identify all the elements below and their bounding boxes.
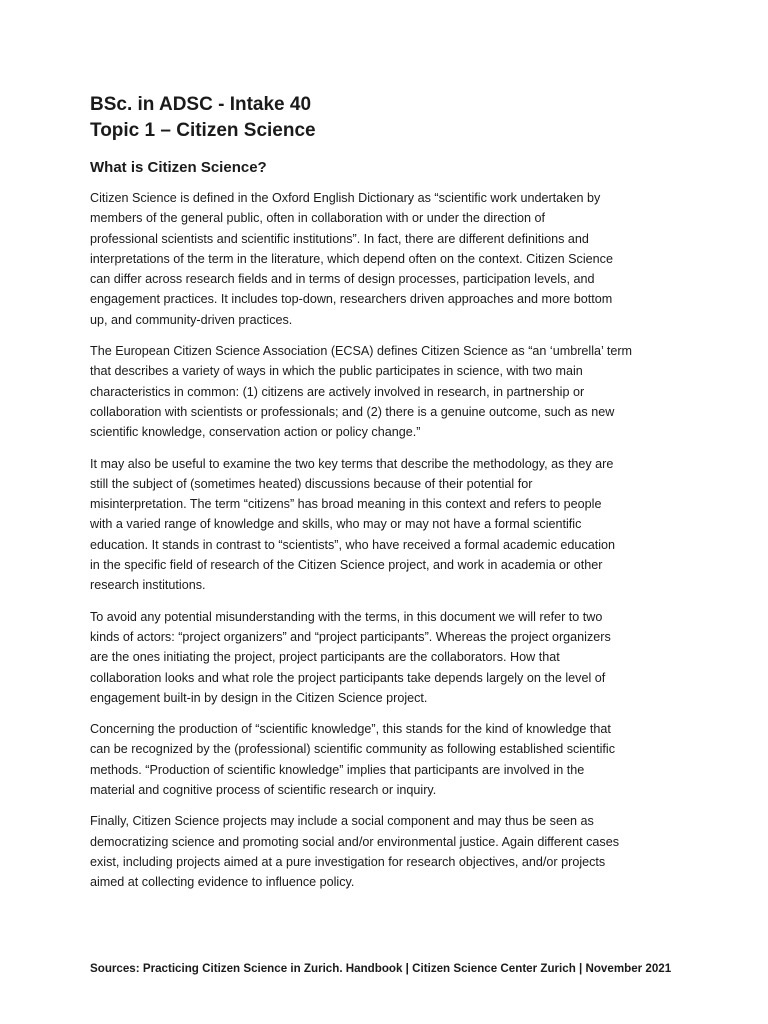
paragraph-line: democratizing science and promoting social and/or environmental justice. Again different cases [90, 834, 619, 849]
paragraph-line: It may also be useful to examine the two key terms that describe the methodology, as they are [90, 456, 614, 471]
paragraph-line: with a varied range of knowledge and skills, who may or may not have a formal scientific [90, 517, 582, 532]
paragraph-line: engagement built-in by design in the Citizen Science project. [90, 690, 428, 705]
paragraph-line: scientific knowledge, conservation action or policy change.” [90, 425, 421, 440]
paragraph-line: interpretations of the term in the literature, which depend often on the context. Citizen Science [90, 251, 613, 266]
paragraph-container [90, 188, 680, 893]
paragraph-line: that describes a variety of ways in which the public participates in science, with two main [90, 364, 583, 379]
document-body [90, 92, 680, 904]
paragraph-line: collaboration with scientists or professionals; and (2) there is a genuine outcome, such as new [90, 404, 615, 419]
paragraph-line: engagement practices. It includes top-down, researchers driven approaches and more bottom [90, 292, 613, 307]
paragraph [90, 719, 680, 800]
section-heading: What is Citizen Science? [90, 159, 267, 176]
paragraph-line: members of the general public, often in collaboration with or under the direction of [90, 211, 546, 226]
paragraph-line: kinds of actors: “project organizers” and “project participants”. Whereas the project organizers [90, 629, 611, 644]
paragraph-line: Concerning the production of “scientific knowledge”, this stands for the kind of knowledge that [90, 722, 611, 737]
paragraph-line: characteristics in common: (1) citizens are actively involved in research, in partnership or [90, 384, 585, 399]
paragraph-line: can differ across research fields and in terms of design processes, participation levels, and [90, 272, 595, 287]
paragraph-line: in the specific field of research of the Citizen Science project, and work in academia or other [90, 558, 603, 573]
paragraph [90, 454, 680, 596]
paragraph-line: still the subject of (sometimes heated) discussions because of their potential for [90, 476, 533, 491]
title-line-topic: Topic 1 – Citizen Science [90, 120, 316, 141]
paragraph-line: material and cognitive process of scientific research or inquiry. [90, 783, 437, 798]
paragraph-line: misinterpretation. The term “citizens” has broad meaning in this context and refers to people [90, 497, 602, 512]
paragraph [90, 607, 680, 708]
paragraph-line: Finally, Citizen Science projects may include a social component and may thus be seen as [90, 814, 594, 829]
paragraph-line: collaboration looks and what role the project participants take depends largely on the level of [90, 670, 606, 685]
paragraph-line: methods. “Production of scientific knowledge” implies that participants are involved in the [90, 762, 585, 777]
paragraph-line: To avoid any potential misunderstanding with the terms, in this document we will refer to two [90, 609, 603, 624]
paragraph [90, 341, 680, 442]
paragraph [90, 188, 680, 330]
paragraph-line: professional scientists and scientific institutions”. In fact, there are different definitions and [90, 231, 589, 246]
document-title [90, 92, 680, 144]
paragraph [90, 811, 680, 892]
paragraph-line: up, and community-driven practices. [90, 312, 293, 327]
paragraph-line: are the ones initiating the project, project participants are the collaborators. How that [90, 650, 560, 665]
title-line-program: BSc. in ADSC - Intake 40 [90, 94, 312, 115]
paragraph-line: exist, including projects aimed at a pure investigation for research objectives, and/or projects [90, 854, 606, 869]
paragraph-line: can be recognized by the (professional) scientific community as following established scientific [90, 742, 615, 757]
paragraph-line: education. It stands in contrast to “scientists”, who have received a formal academic education [90, 537, 616, 552]
paragraph-line: Citizen Science is defined in the Oxford English Dictionary as “scientific work undertaken by [90, 191, 601, 205]
footer-sources: Sources: Practicing Citizen Science in Zurich. Handbook | Citizen Science Center Zurich | November 2021 [90, 962, 672, 975]
paragraph-line: aimed at collecting evidence to influence policy. [90, 875, 355, 890]
paragraph-line: research institutions. [90, 578, 206, 593]
paragraph-line: The European Citizen Science Association (ECSA) defines Citizen Science as “an ‘umbrella’ term [90, 344, 633, 359]
